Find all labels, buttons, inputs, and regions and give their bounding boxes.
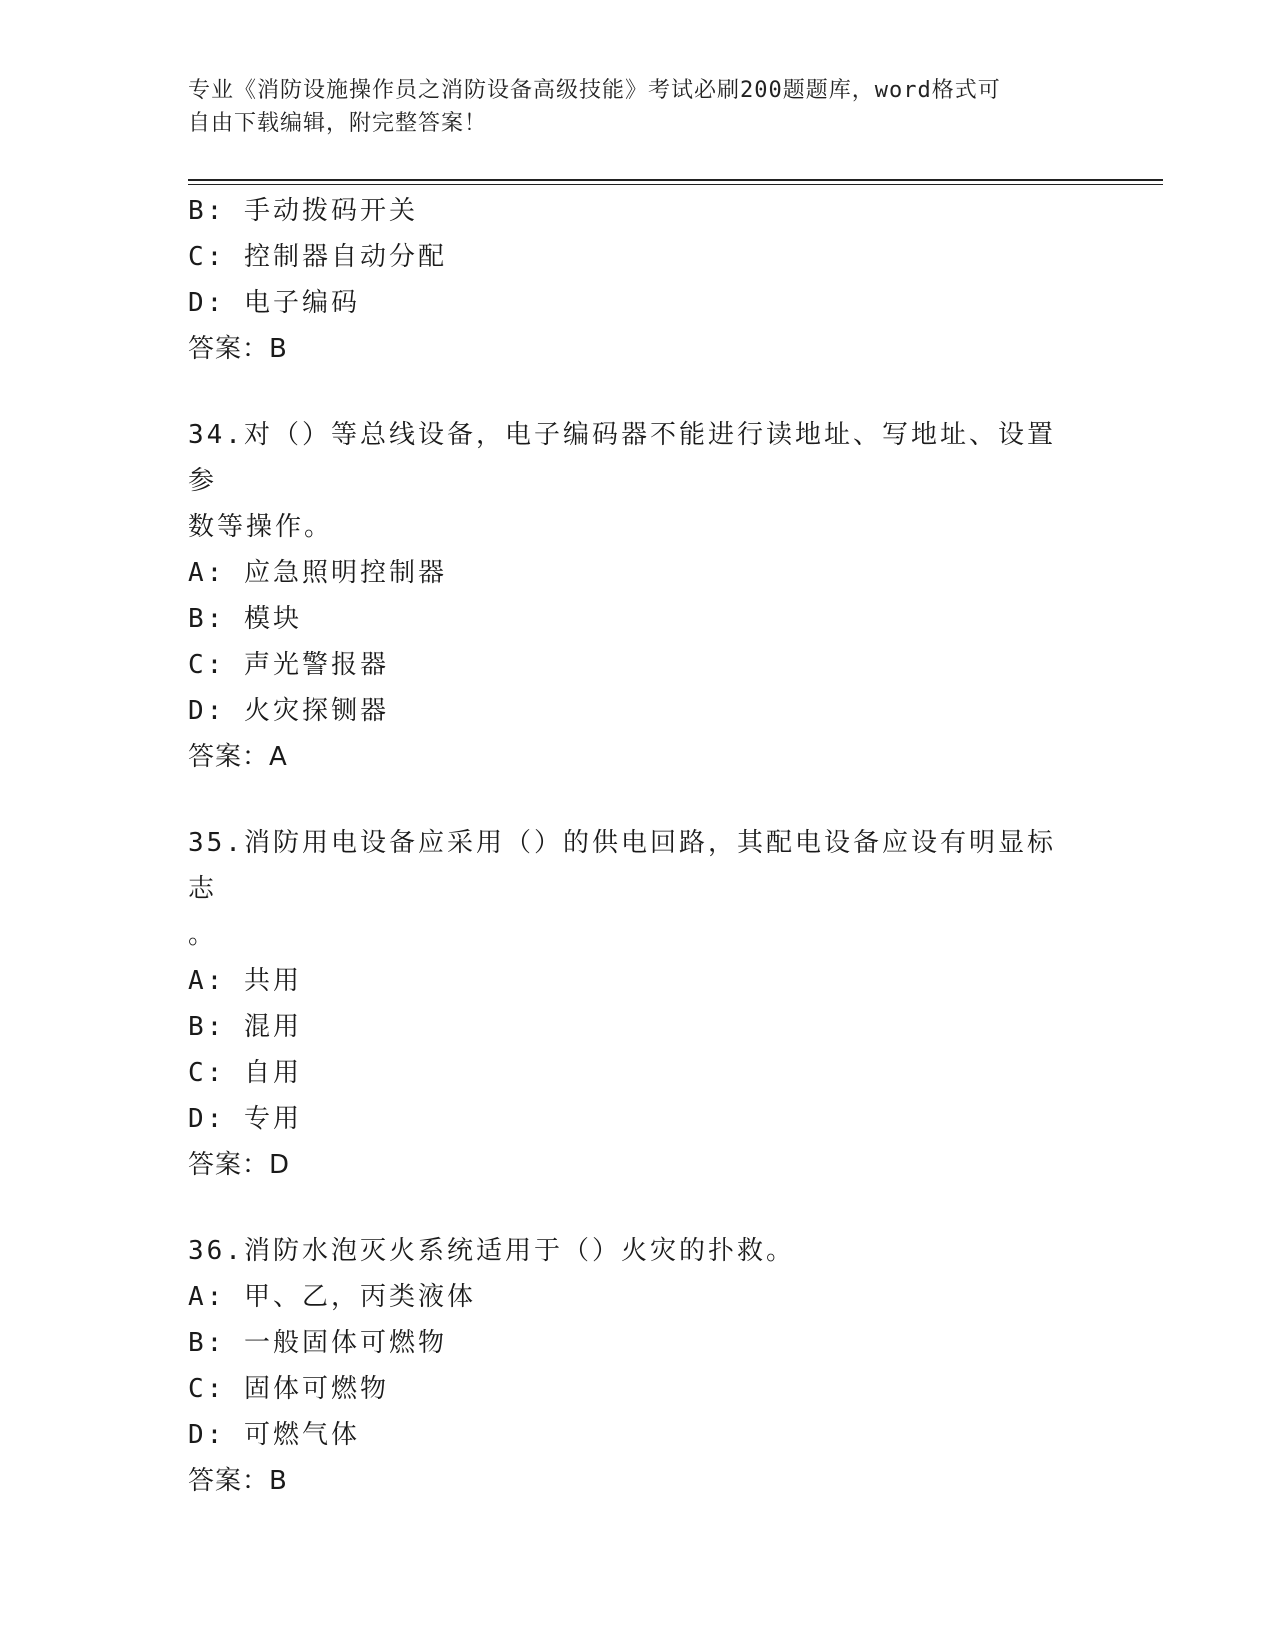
question-text-line-1: 34.对（）等总线设备，电子编码器不能进行读地址、写地址、设置参 [188, 420, 1056, 496]
answer-line: 答案：B [188, 334, 288, 364]
option-a: A: 甲、乙，丙类液体 [188, 1282, 476, 1312]
question-text-line-1: 36.消防水泡灭火系统适用于（）火灾的扑救。 [188, 1236, 795, 1266]
answer-line: 答案：A [188, 742, 288, 772]
question-35 [188, 820, 1088, 1188]
option-b: B: 混用 [188, 1012, 302, 1042]
question-text-line-1: 35.消防用电设备应采用（）的供电回路，其配电设备应设有明显标志 [188, 828, 1056, 904]
question-36 [188, 1228, 1088, 1504]
spacer [188, 780, 1088, 820]
spacer [188, 1188, 1088, 1228]
option-d: D: 火灾探铡器 [188, 696, 389, 726]
option-a: A: 应急照明控制器 [188, 558, 447, 588]
header-line-2: 自由下载编辑，附完整答案！ [188, 111, 488, 136]
option-d: D: 电子编码 [188, 288, 360, 318]
question-text-line-2: 数等操作。 [188, 512, 334, 542]
header-rule-thin [188, 184, 1163, 185]
spacer [188, 372, 1088, 412]
document-header [188, 74, 1068, 140]
option-c: C: 声光警报器 [188, 650, 389, 680]
option-c: C: 自用 [188, 1058, 302, 1088]
option-d: D: 专用 [188, 1104, 302, 1134]
option-c: C: 控制器自动分配 [188, 242, 447, 272]
question-33-tail [188, 188, 1088, 372]
question-list [188, 188, 1088, 1504]
option-a: A: 共用 [188, 966, 302, 996]
option-b: B: 模块 [188, 604, 302, 634]
option-c: C: 固体可燃物 [188, 1374, 389, 1404]
answer-line: 答案：B [188, 1466, 288, 1496]
option-d: D: 可燃气体 [188, 1420, 360, 1450]
option-b: B: 手动拨码开关 [188, 196, 418, 226]
option-b: B: 一般固体可燃物 [188, 1328, 447, 1358]
question-text-line-2: 。 [188, 920, 218, 950]
header-line-1: 专业《消防设施操作员之消防设备高级技能》考试必刷200题题库，word格式可 [188, 78, 1001, 103]
question-34 [188, 412, 1088, 780]
header-rule-thick [188, 179, 1163, 181]
answer-line: 答案：D [188, 1150, 291, 1180]
